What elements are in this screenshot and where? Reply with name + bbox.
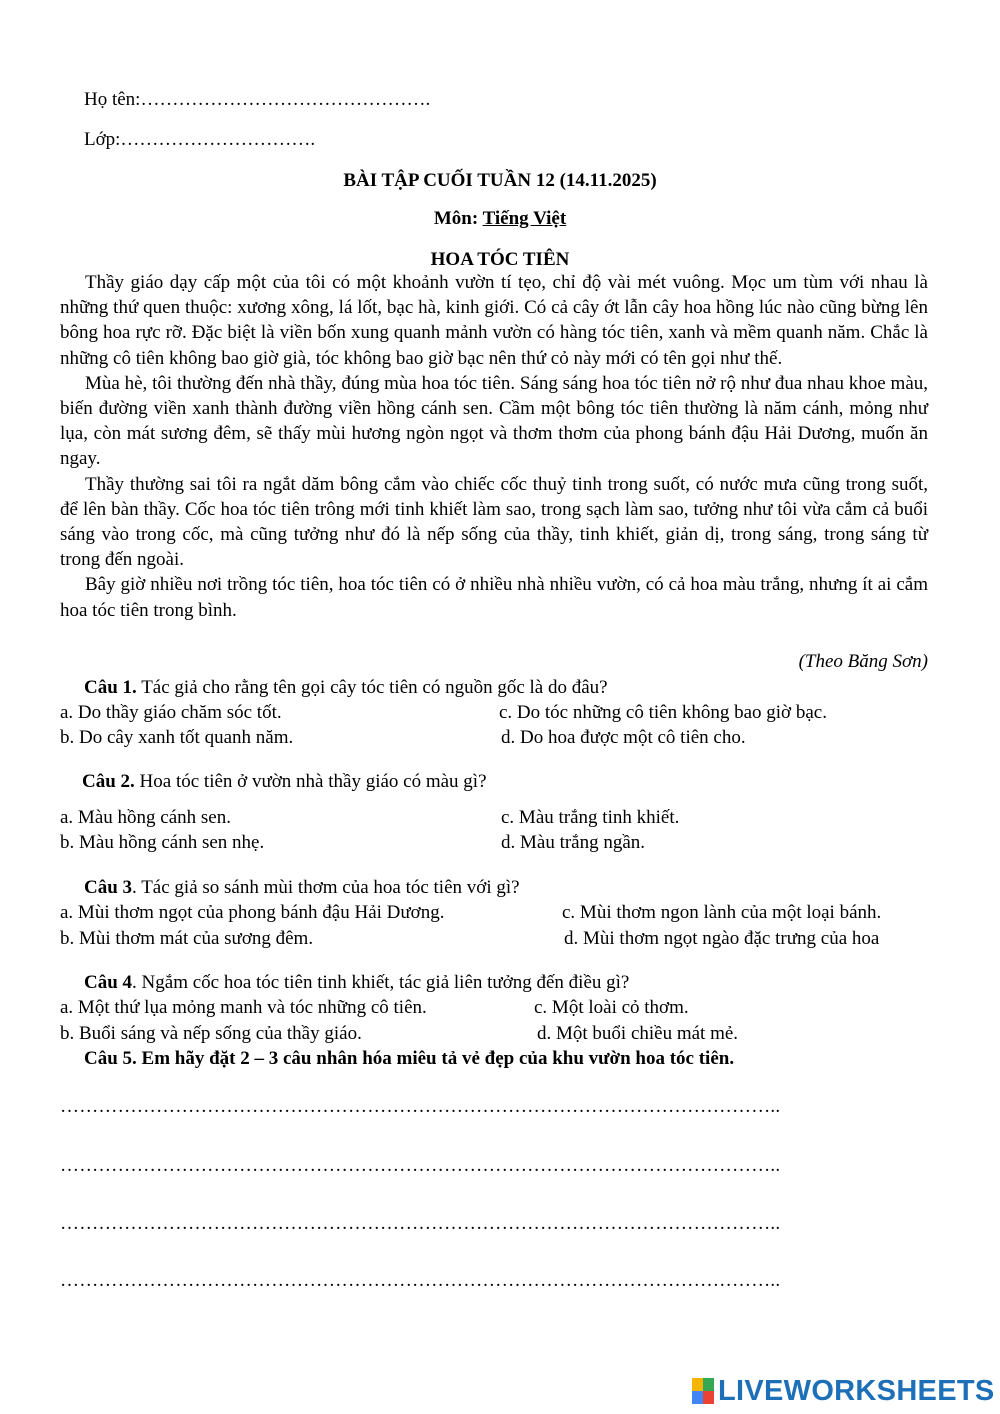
question-3 — [84, 878, 520, 897]
question-5: Câu 5. Em hãy đặt 2 – 3 câu nhân hóa miêu tả vẻ đẹp của khu vườn hoa tóc tiên. — [84, 1048, 735, 1069]
subject-line — [0, 209, 1000, 228]
liveworksheets-mark-icon — [692, 1378, 714, 1404]
name-field-line[interactable]: Họ tên:………………………………………. — [84, 89, 431, 110]
question-label: Câu 3 — [84, 877, 133, 898]
q3-option-a[interactable]: a. Mùi thơm ngọt của phong bánh đậu Hải Dương. — [60, 902, 445, 923]
q1-option-d[interactable]: d. Do hoa được một cô tiên cho. — [501, 727, 746, 748]
q2-option-c[interactable]: c. Màu trắng tinh khiết. — [501, 807, 680, 828]
question-2 — [82, 772, 487, 791]
answer-line[interactable]: ………………………………………………………………………………………………….. — [60, 1270, 781, 1291]
mark-square — [703, 1391, 714, 1404]
q4-option-b[interactable]: b. Buổi sáng và nếp sống của thầy giáo. — [60, 1023, 362, 1044]
class-field-line[interactable]: Lớp:…………………………. — [84, 129, 316, 150]
question-text: . Ngắm cốc hoa tóc tiên tinh khiết, tác giả liên tưởng đến điều gì? — [132, 972, 630, 993]
subject-prefix: Môn: — [433, 208, 483, 229]
question-label: Câu 1. — [84, 677, 137, 698]
passage-source: (Theo Băng Sơn) — [798, 651, 928, 672]
liveworksheets-logo-text: LIVEWORKSHEETS — [718, 1374, 995, 1407]
mark-square — [692, 1391, 703, 1404]
q2-option-b[interactable]: b. Màu hồng cánh sen nhẹ. — [60, 832, 265, 853]
q2-option-d[interactable]: d. Màu trắng ngần. — [501, 832, 646, 853]
q2-option-a[interactable]: a. Màu hồng cánh sen. — [60, 807, 231, 828]
passage-body — [60, 270, 928, 623]
q3-option-b[interactable]: b. Mùi thơm mát của sương đêm. — [60, 928, 314, 949]
mark-square — [692, 1378, 703, 1391]
worksheet-title: BÀI TẬP CUỐI TUẦN 12 (14.11.2025) — [343, 170, 657, 191]
q1-option-c[interactable]: c. Do tóc những cô tiên không bao giờ bạc. — [499, 702, 827, 723]
question-text: Tác giả cho rằng tên gọi cây tóc tiên có nguồn gốc là do đâu? — [136, 677, 608, 698]
question-label: Câu 2. — [82, 771, 135, 792]
passage-paragraph: Thầy thường sai tôi ra ngắt dăm bông cắm vào chiếc cốc thuỷ tinh trong suốt, có nước mưa cũng trong suốt, để lên bàn thầy. Cốc hoa tóc tiên trông mới tinh khiết làm sao, trong sạch làm sao, tưởng như tôi vừa cắm cả buổi sáng vào trong cốc, mà cũng tưởng như đó là nếp sống của thầy, tinh khiết, giản dị, trong sáng, trong sáng từ trong đến ngoài. — [60, 473, 928, 571]
passage-paragraph: Bây giờ nhiều nơi trồng tóc tiên, hoa tóc tiên có ở nhiều nhà nhiều vườn, có cả hoa màu trắng, nhưng ít ai cắm hoa tóc tiên trong bình. — [60, 574, 928, 621]
mark-square — [703, 1378, 714, 1391]
question-1 — [84, 678, 608, 697]
question-4 — [84, 973, 629, 992]
passage-paragraph: Thầy giáo dạy cấp một của tôi có một khoảnh vườn tí tẹo, chỉ độ vài mét vuông. Mọc um tùm với nhau là những thứ quen thuộc: xương xông, lá lốt, bạc hà, kinh giới. Có cả cây ớt lẫn cây hoa hồng lúc nào cũng bừng lên bông hoa rực rỡ. Đặc biệt là viền bốn xung quanh mảnh vườn có hàng tóc tiên, xanh và mềm quanh năm. Chắc là những cô tiên không bao giờ già, tóc không bao giờ bạc nên thứ cỏ này mới có tên gọi như thế. — [60, 272, 928, 369]
answer-line[interactable]: ………………………………………………………………………………………………….. — [60, 1155, 781, 1176]
q1-option-a[interactable]: a. Do thầy giáo chăm sóc tốt. — [60, 702, 282, 723]
q1-option-b[interactable]: b. Do cây xanh tốt quanh năm. — [60, 727, 294, 748]
question-text: . Tác giả so sánh mùi thơm của hoa tóc tiên với gì? — [132, 877, 520, 898]
q4-option-c[interactable]: c. Một loài cỏ thơm. — [534, 997, 689, 1018]
q3-option-d[interactable]: d. Mùi thơm ngọt ngào đặc trưng của hoa — [564, 928, 880, 949]
q4-option-a[interactable]: a. Một thứ lụa mỏng manh và tóc những cô tiên. — [60, 997, 427, 1018]
question-label: Câu 4 — [84, 972, 133, 993]
q4-option-d[interactable]: d. Một buổi chiều mát mẻ. — [537, 1023, 739, 1044]
q3-option-c[interactable]: c. Mùi thơm ngon lành của một loại bánh. — [562, 902, 882, 923]
passage-title: HOA TÓC TIÊN — [430, 249, 570, 270]
subject-name: Tiếng Việt — [482, 208, 567, 229]
liveworksheets-logo — [692, 1376, 995, 1406]
question-text: Hoa tóc tiên ở vườn nhà thầy giáo có màu gì? — [134, 771, 487, 792]
answer-line[interactable]: ………………………………………………………………………………………………….. — [60, 1213, 781, 1234]
passage-paragraph: Mùa hè, tôi thường đến nhà thầy, đúng mùa hoa tóc tiên. Sáng sáng hoa tóc tiên nở rộ như đua nhau khoe màu, biến đường viền xanh thành đường viền hồng cánh sen. Cầm một bông tóc tiên thường là năm cánh, mỏng như lụa, còn mát sương đêm, sẽ thấy mùi hương ngòn ngọt và thơm thơm của phong bánh đậu Hải Dương, muốn ăn ngay. — [60, 372, 928, 470]
answer-line[interactable]: ………………………………………………………………………………………………….. — [60, 1096, 781, 1117]
